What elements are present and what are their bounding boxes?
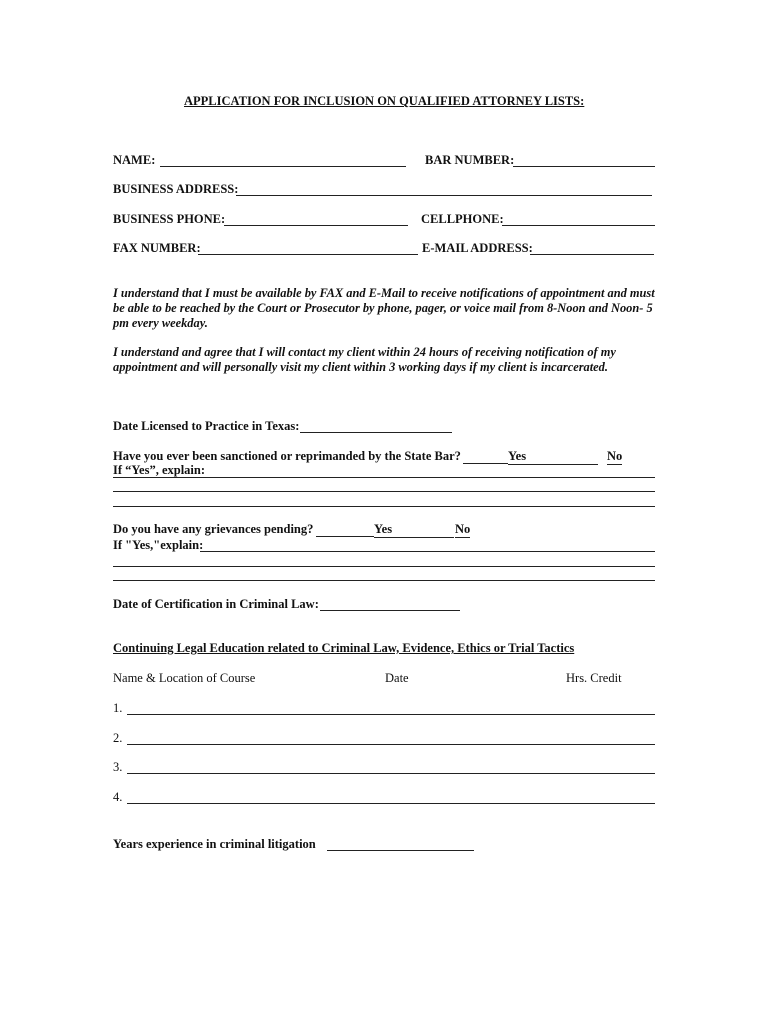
- experience-label: Years experience in criminal litigation: [113, 837, 316, 851]
- grievance-yes-option[interactable]: Yes: [374, 522, 454, 538]
- sanction-explain-line-3[interactable]: [113, 506, 655, 507]
- grievance-explain-line-1[interactable]: [200, 551, 655, 552]
- sanction-explain-line-2[interactable]: [113, 491, 655, 492]
- cle-row-4-number: 4.: [113, 790, 123, 804]
- cle-row-3-field[interactable]: [127, 759, 655, 772]
- cle-row-1-underline: [127, 714, 655, 715]
- cle-col-credit: Hrs. Credit: [566, 671, 622, 685]
- client-contact-statement: I understand and agree that I will contact my client within 24 hours of receiving notification of my appointment and will personally visit my client within 3 working days if my client is incarcerated.: [113, 345, 616, 374]
- sanction-question: Have you ever been sanctioned or reprimanded by the State Bar?: [113, 449, 461, 463]
- cellphone-label: CELLPHONE:: [421, 212, 504, 226]
- cle-row-4-underline: [127, 803, 655, 804]
- cle-row-2-number: 2.: [113, 731, 123, 745]
- name-label: NAME:: [113, 153, 156, 167]
- cellphone-field[interactable]: [502, 211, 655, 224]
- cle-row-3-number: 3.: [113, 760, 123, 774]
- sanction-yes-blank: [463, 463, 508, 464]
- cle-row-1-number: 1.: [113, 701, 123, 715]
- bar-number-underline: [513, 166, 655, 167]
- grievance-explain-line-3[interactable]: [113, 580, 655, 581]
- grievance-explain-label: If "Yes,"explain:: [113, 538, 204, 552]
- sanction-no-option[interactable]: No: [607, 449, 623, 463]
- name-field[interactable]: [160, 152, 406, 165]
- sanction-explain-label: If “Yes”, explain:: [113, 463, 206, 477]
- cle-col-date: Date: [385, 671, 409, 685]
- sanction-yes-option[interactable]: Yes: [508, 449, 598, 465]
- email-address-field[interactable]: [530, 240, 654, 253]
- business-address-field[interactable]: [236, 181, 652, 194]
- cle-row-3-underline: [127, 773, 655, 774]
- cle-row-1-field[interactable]: [127, 700, 655, 713]
- date-licensed-label: Date Licensed to Practice in Texas:: [113, 419, 300, 433]
- availability-statement: I understand that I must be available by FAX and E-Mail to receive notifications of appointment and must be able to be reached by the Court or Prosecutor by phone, pager, or voice mail from 8-Noon and Noon- 5 pm every weekday.: [113, 286, 655, 330]
- cle-row-2-field[interactable]: [127, 730, 655, 743]
- business-address-label: BUSINESS ADDRESS:: [113, 182, 239, 196]
- sanction-explain-line-1[interactable]: [113, 477, 655, 478]
- fax-number-label: FAX NUMBER:: [113, 241, 201, 255]
- grievance-no-option[interactable]: No: [455, 522, 471, 536]
- date-licensed-underline: [300, 432, 452, 433]
- experience-field[interactable]: [327, 836, 474, 849]
- email-address-label: E-MAIL ADDRESS:: [422, 241, 533, 255]
- cle-row-4-field[interactable]: [127, 789, 655, 802]
- fax-number-underline: [198, 254, 418, 255]
- cle-row-2-underline: [127, 744, 655, 745]
- date-licensed-field[interactable]: [300, 418, 452, 431]
- grievance-explain-line-2[interactable]: [113, 566, 655, 567]
- bar-number-field[interactable]: [513, 152, 655, 165]
- certification-underline: [320, 610, 460, 611]
- grievance-yes-blank: [316, 536, 374, 537]
- cle-heading: Continuing Legal Education related to Criminal Law, Evidence, Ethics or Trial Tactics: [113, 641, 575, 655]
- business-phone-field[interactable]: [224, 211, 408, 224]
- bar-number-label: BAR NUMBER:: [425, 153, 515, 167]
- business-phone-underline: [224, 225, 408, 226]
- name-underline: [160, 166, 406, 167]
- fax-number-field[interactable]: [198, 240, 418, 253]
- certification-date-field[interactable]: [320, 596, 460, 609]
- page-title: APPLICATION FOR INCLUSION ON QUALIFIED ATTORNEY LISTS:: [184, 94, 585, 108]
- email-address-underline: [530, 254, 654, 255]
- cle-col-course: Name & Location of Course: [113, 671, 256, 685]
- cellphone-underline: [502, 225, 655, 226]
- experience-underline: [327, 850, 474, 851]
- grievance-question: Do you have any grievances pending?: [113, 522, 314, 536]
- certification-label: Date of Certification in Criminal Law:: [113, 597, 319, 611]
- business-phone-label: BUSINESS PHONE:: [113, 212, 226, 226]
- business-address-underline: [236, 195, 652, 196]
